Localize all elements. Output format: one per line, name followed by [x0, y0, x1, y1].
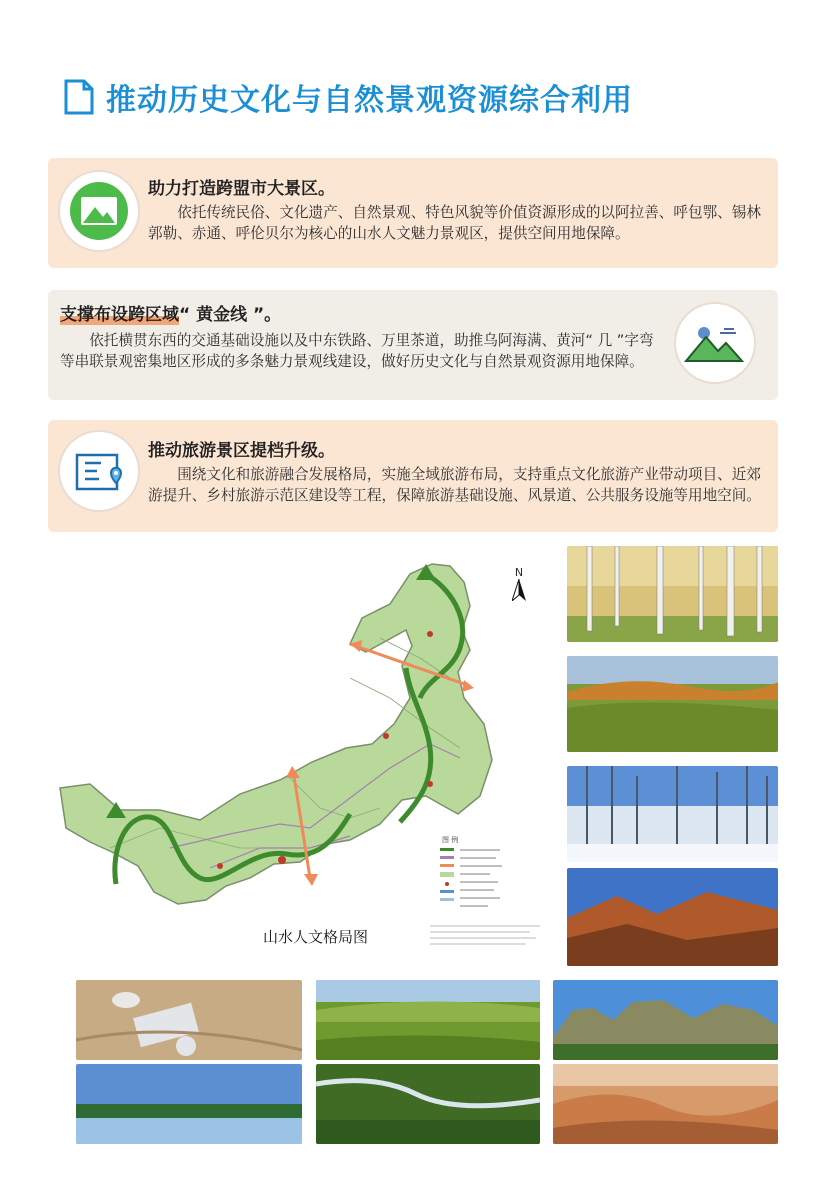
photo-green-grassland [316, 980, 540, 1060]
photo-autumn-grassland [567, 656, 778, 752]
photo-autumn-mountains [567, 868, 778, 966]
document-icon [62, 77, 98, 117]
card-title: 推动旅游景区提档升级。 [148, 441, 335, 461]
card-golden-line [48, 290, 778, 400]
card-title [60, 300, 281, 325]
photo-birch-forest [567, 546, 778, 642]
page-title: 推动历史文化与自然景观资源综合利用 [106, 83, 633, 118]
map-pin-icon [60, 432, 138, 510]
landscape-pattern-map [50, 548, 555, 968]
photo-snow-forest [567, 766, 778, 862]
photo-desert-dunes [553, 1064, 778, 1144]
card-body: 依托横贯东西的交通基础设施以及中东铁路、万里茶道，助推乌阿海满、黄河“ 几 ”字弯等串联景观密集地区形成的多条魅力景观线建设，做好历史文化与自然景观资源用地保障。 [60, 332, 654, 370]
legend-title: 图 例 [442, 836, 459, 844]
photo-rock-formation [553, 980, 778, 1060]
north-arrow-icon [512, 566, 526, 604]
card-body: 依托传统民俗、文化遗产、自然景观、特色风貌等价值资源形成的以阿拉善、呼包鄂、锡林郭勒、赤通、呼伦贝尔为核心的山水人文魅力景观区，提供空间用地保障。 [148, 204, 761, 242]
card-title-quote: “ 黄金线 ”。 [179, 305, 282, 325]
card-body: 围绕文化和旅游融合发展格局，实施全域旅游布局，支持重点文化旅游产业带动项目、近郊游提升、乡村旅游示范区建设等工程，保障旅游基础设施、风景道、公共服务设施等用地空间。 [148, 466, 761, 504]
card-tourism-upgrade [48, 420, 778, 532]
card-title: 助力打造跨盟市大景区。 [148, 179, 335, 199]
mountain-icon [60, 172, 138, 250]
photo-wetland [76, 1064, 302, 1144]
card-cross-region-scenic [48, 158, 778, 268]
map-legend [430, 835, 540, 944]
map-caption: 山水人文格局图 [263, 928, 369, 946]
photo-river-meadow [316, 1064, 540, 1144]
north-label: N [514, 566, 524, 579]
card-title-highlight: 支撑布设跨区域 [60, 305, 179, 325]
section-header [62, 72, 633, 122]
photo-aerial-settlement [76, 980, 302, 1060]
landscape-icon [676, 304, 754, 382]
